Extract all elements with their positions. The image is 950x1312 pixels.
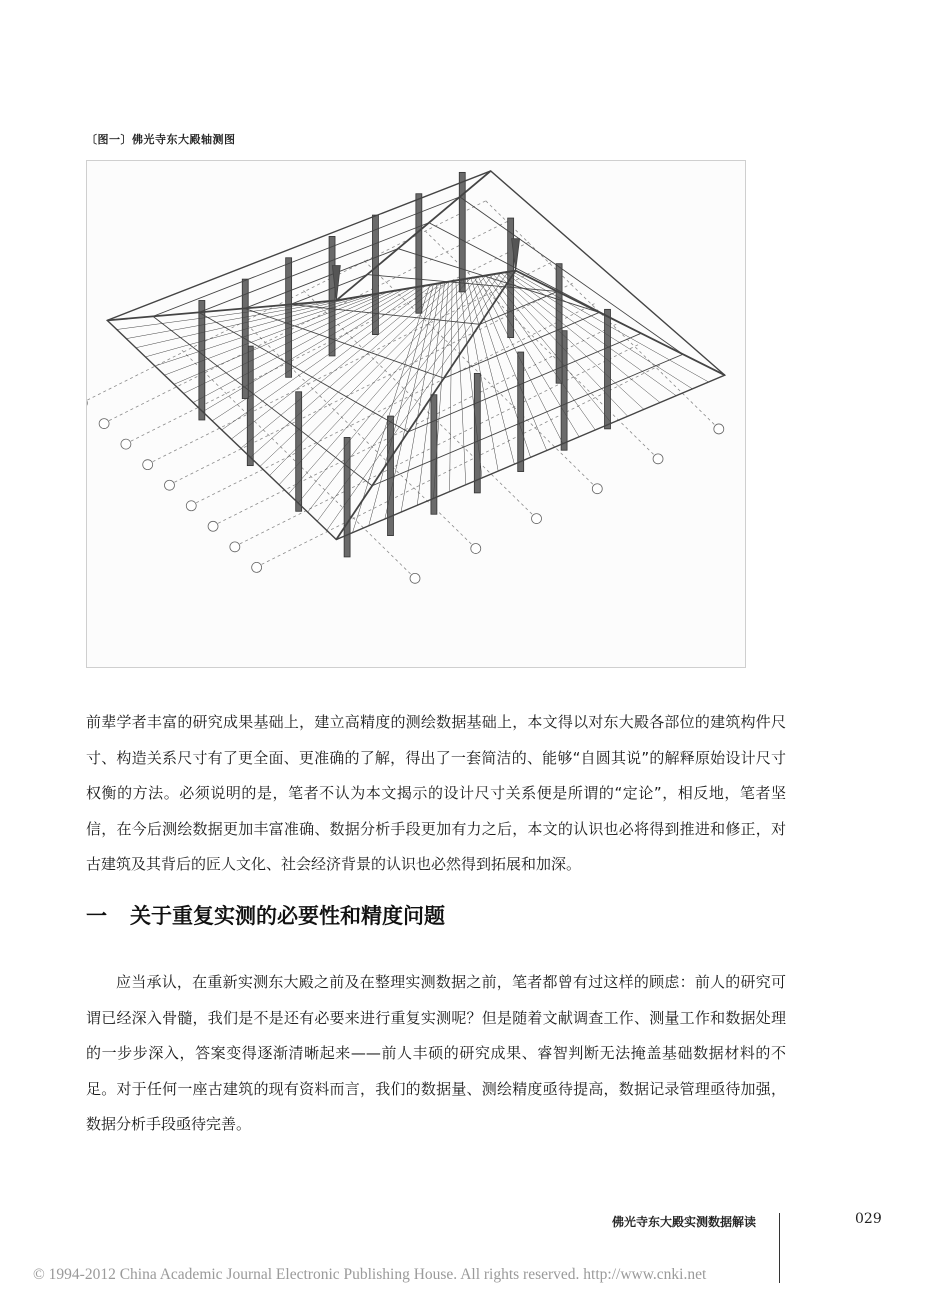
section-heading <box>86 900 445 930</box>
axis-bubble <box>230 542 240 552</box>
footer-divider <box>779 1213 780 1283</box>
rafter <box>508 272 692 389</box>
figure-frame <box>86 160 746 668</box>
axis-bubble <box>121 439 131 449</box>
rafter <box>450 281 452 491</box>
section-title: 关于重复实测的必要性和精度问题 <box>130 904 445 928</box>
copyright-notice: © 1994-2012 China Academic Journal Electronic Publishing House. All rights reserved. http://www.cnki.net <box>33 1266 707 1283</box>
rafter <box>241 283 441 448</box>
section-number: 一 <box>86 904 107 928</box>
column <box>344 437 350 557</box>
axis-grid-lines <box>87 201 715 575</box>
axis-bubble <box>471 543 481 553</box>
rafter <box>126 298 351 339</box>
axis-bubble <box>208 521 218 531</box>
axis-bubble <box>143 460 153 470</box>
axis-bubble <box>532 514 542 524</box>
axis-line <box>303 290 532 514</box>
column <box>556 264 562 384</box>
axis-bubble <box>99 419 109 429</box>
paragraph-body: 应当承认，在重新实测东大殿之前及在整理实测数据之前，笔者都曾有过这样的顾虑：前人的研究可谓已经深入骨髓，我们是不是还有必要来进行重复实测呢？但是随着文献调查工作、测量工作和数据处理的一步步深入，答案变得逐渐清晰起来——前人丰硕的研究成果、睿智判断无法掩盖基础数据材料的不足。对于任何一座古建筑的现有资料而言，我们的数据量、测绘精度亟待提高，数据记录管理亟待加强，数据分析手段亟待完善。 <box>86 973 786 1133</box>
figure-caption: 〔图一〕佛光寺东大殿轴测图 <box>86 133 236 146</box>
axonometric-drawing <box>87 161 745 667</box>
column <box>518 352 524 472</box>
paragraph-intro: 前辈学者丰富的研究成果基础上，建立高精度的测绘数据基础上，本文得以对东大殿各部位的建筑构件尺寸、构造关系尺寸有了更全面、更准确的了解，得出了一套简洁的、能够“自圆其说”的解释原始设计尺寸权衡的方法。必须说明的是，笔者不认为本文揭示的设计尺寸关系便是所谓的“定论”，相反地，笔者坚信，在今后测绘数据更加丰富准确、数据分析手段更加有力之后，本文的认识也必将得到推进和修正，对古建筑及其背后的匠人文化、社会经济背景的认识也必然得到拓展和加深。 <box>86 713 786 873</box>
running-title: 佛光寺东大殿实测数据解读 <box>612 1215 757 1229</box>
axis-bubble <box>252 562 262 572</box>
axis-bubble <box>714 424 724 434</box>
rafter <box>193 289 403 402</box>
page-number: 029 <box>855 1211 882 1227</box>
column <box>459 172 465 292</box>
column <box>474 373 480 493</box>
axis-bubble <box>592 484 602 494</box>
axis-bubble <box>653 454 663 464</box>
axis-bubble <box>410 573 420 583</box>
axis-bubble <box>164 480 174 490</box>
column <box>605 309 611 429</box>
axis-bubble <box>186 501 196 511</box>
rafter <box>504 272 676 395</box>
column <box>296 392 302 512</box>
axis-line <box>243 320 472 544</box>
column <box>431 395 437 515</box>
axis-line <box>262 365 660 564</box>
